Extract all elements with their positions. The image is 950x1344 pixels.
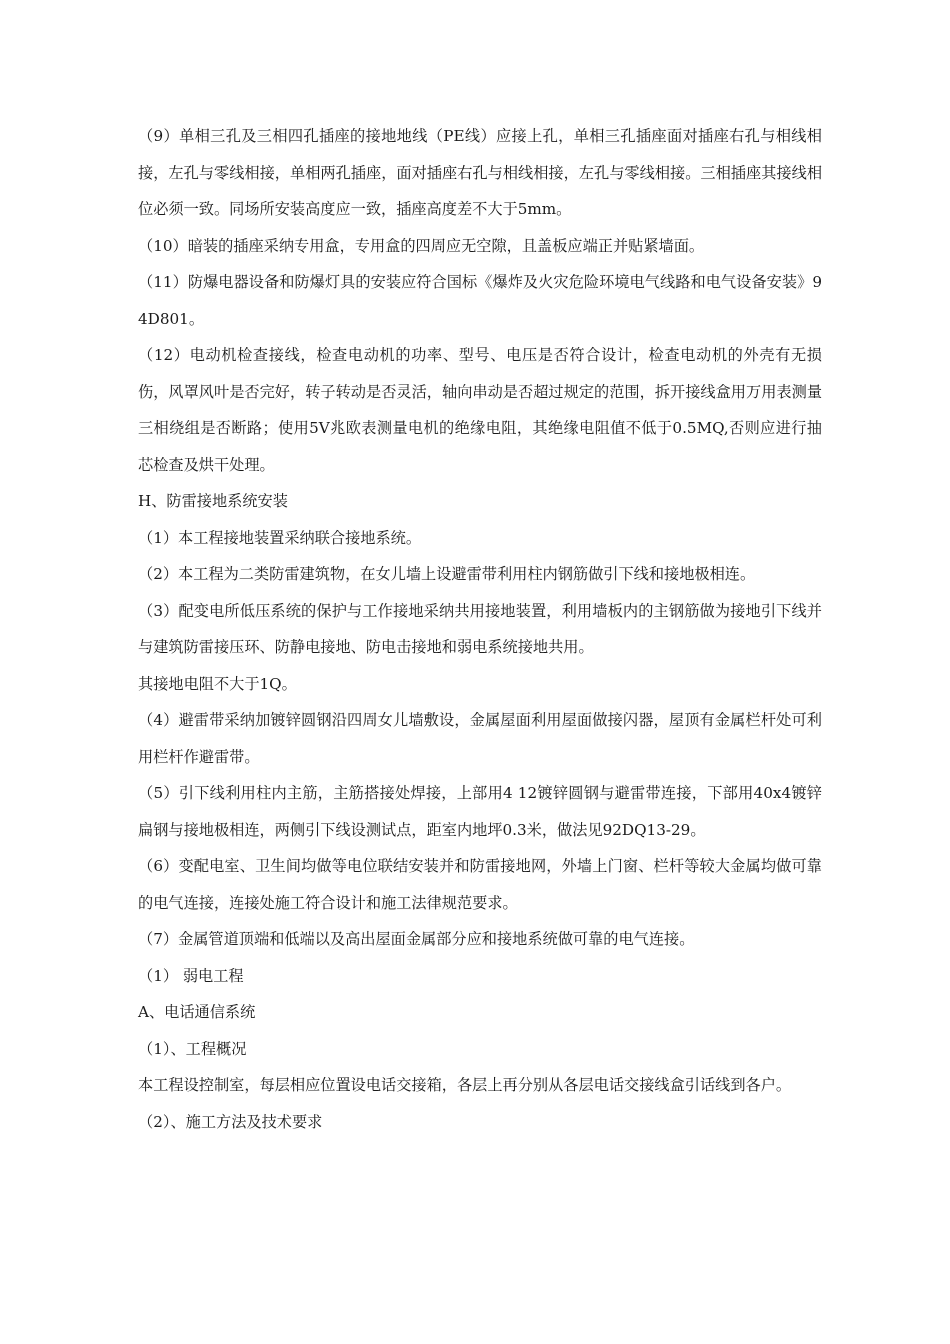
paragraph-lightning-class: （2）本工程为二类防雷建筑物，在女儿墙上设避雷带利用柱内钢筋做引下线和接地极相连。: [138, 565, 756, 583]
paragraph-down-conductor: （5）引下线利用柱内主筋，主筋搭接处焊接，上部用4 12镀锌圆钢与避雷带连接，下部用40x4镀锌扁钢与接地极相连，两侧引下线设测试点，距室内地坪0.3米，做法见92DQ13-29。: [138, 784, 822, 839]
paragraph-explosion-proof: （11）防爆电器设备和防爆灯具的安装应符合国标《爆炸及火灾危险环境电气线路和电气设备安装》94D801。: [138, 273, 822, 328]
section-heading-lightning-grounding: H、防雷接地系统安装: [138, 492, 288, 510]
paragraph-grounding-system: （1）本工程接地装置采纳联合接地系统。: [138, 528, 422, 547]
paragraph-socket-wiring: （9）单相三孔及三相四孔插座的接地地线（PE线）应接上孔，单相三孔插座面对插座右孔与相线相接，左孔与零线相接，单相两孔插座，面对插座右孔与相线相接，左孔与零线相接。三相插座其接线相位必须一致。同场所安装高度应一致，插座高度差不大于5mm。: [138, 127, 822, 218]
section-heading-telephone: A、电话通信系统: [138, 1003, 256, 1021]
subheading-construction-methods: （2）、施工方法及技术要求: [138, 1112, 323, 1131]
subheading-overview: （1）、工程概况: [138, 1039, 247, 1058]
section-heading-weak-current: （1） 弱电工程: [138, 966, 244, 985]
paragraph-concealed-socket-box: （10）暗装的插座采纳专用盒，专用盒的四周应无空隙，且盖板应端正并贴紧墙面。: [138, 236, 705, 255]
paragraph-grounding-resistance: 其接地电阻不大于1Q。: [138, 674, 297, 693]
paragraph-lightning-belt: （4）避雷带采纳加镀锌圆钢沿四周女儿墙敷设，金属屋面利用屋面做接闪器，屋顶有金属栏杆处可利用栏杆作避雷带。: [138, 711, 822, 766]
paragraph-equipotential: （6）变配电室、卫生间均做等电位联结安装并和防雷接地网，外墙上门窗、栏杆等较大金属均做可靠的电气连接，连接处施工符合设计和施工法律规范要求。: [138, 857, 822, 912]
paragraph-substation-grounding: （3）配变电所低压系统的保护与工作接地采纳共用接地装置，利用墙板内的主钢筋做为接地引下线并与建筑防雷接压环、防静电接地、防电击接地和弱电系统接地共用。: [138, 601, 822, 656]
paragraph-metal-pipes: （7）金属管道顶端和低端以及高出屋面金属部分应和接地系统做可靠的电气连接。: [138, 930, 695, 948]
document-body: [138, 118, 822, 1140]
paragraph-overview: 本工程设控制室，每层相应位置设电话交接箱，各层上再分别从各层电话交接线盒引话线到各户。: [138, 1076, 792, 1094]
paragraph-motor-inspection: （12）电动机检查接线，检查电动机的功率、型号、电压是否符合设计，检查电动机的外壳有无损伤，风罩风叶是否完好，转子转动是否灵活，轴向串动是否超过规定的范围，拆开接线盒用万用表测量三相绕组是否断路；使用5V兆欧表测量电机的绝缘电阻，其绝缘电阻值不低于0.5MQ,否则应进行抽芯检查及烘干处理。: [138, 346, 822, 474]
